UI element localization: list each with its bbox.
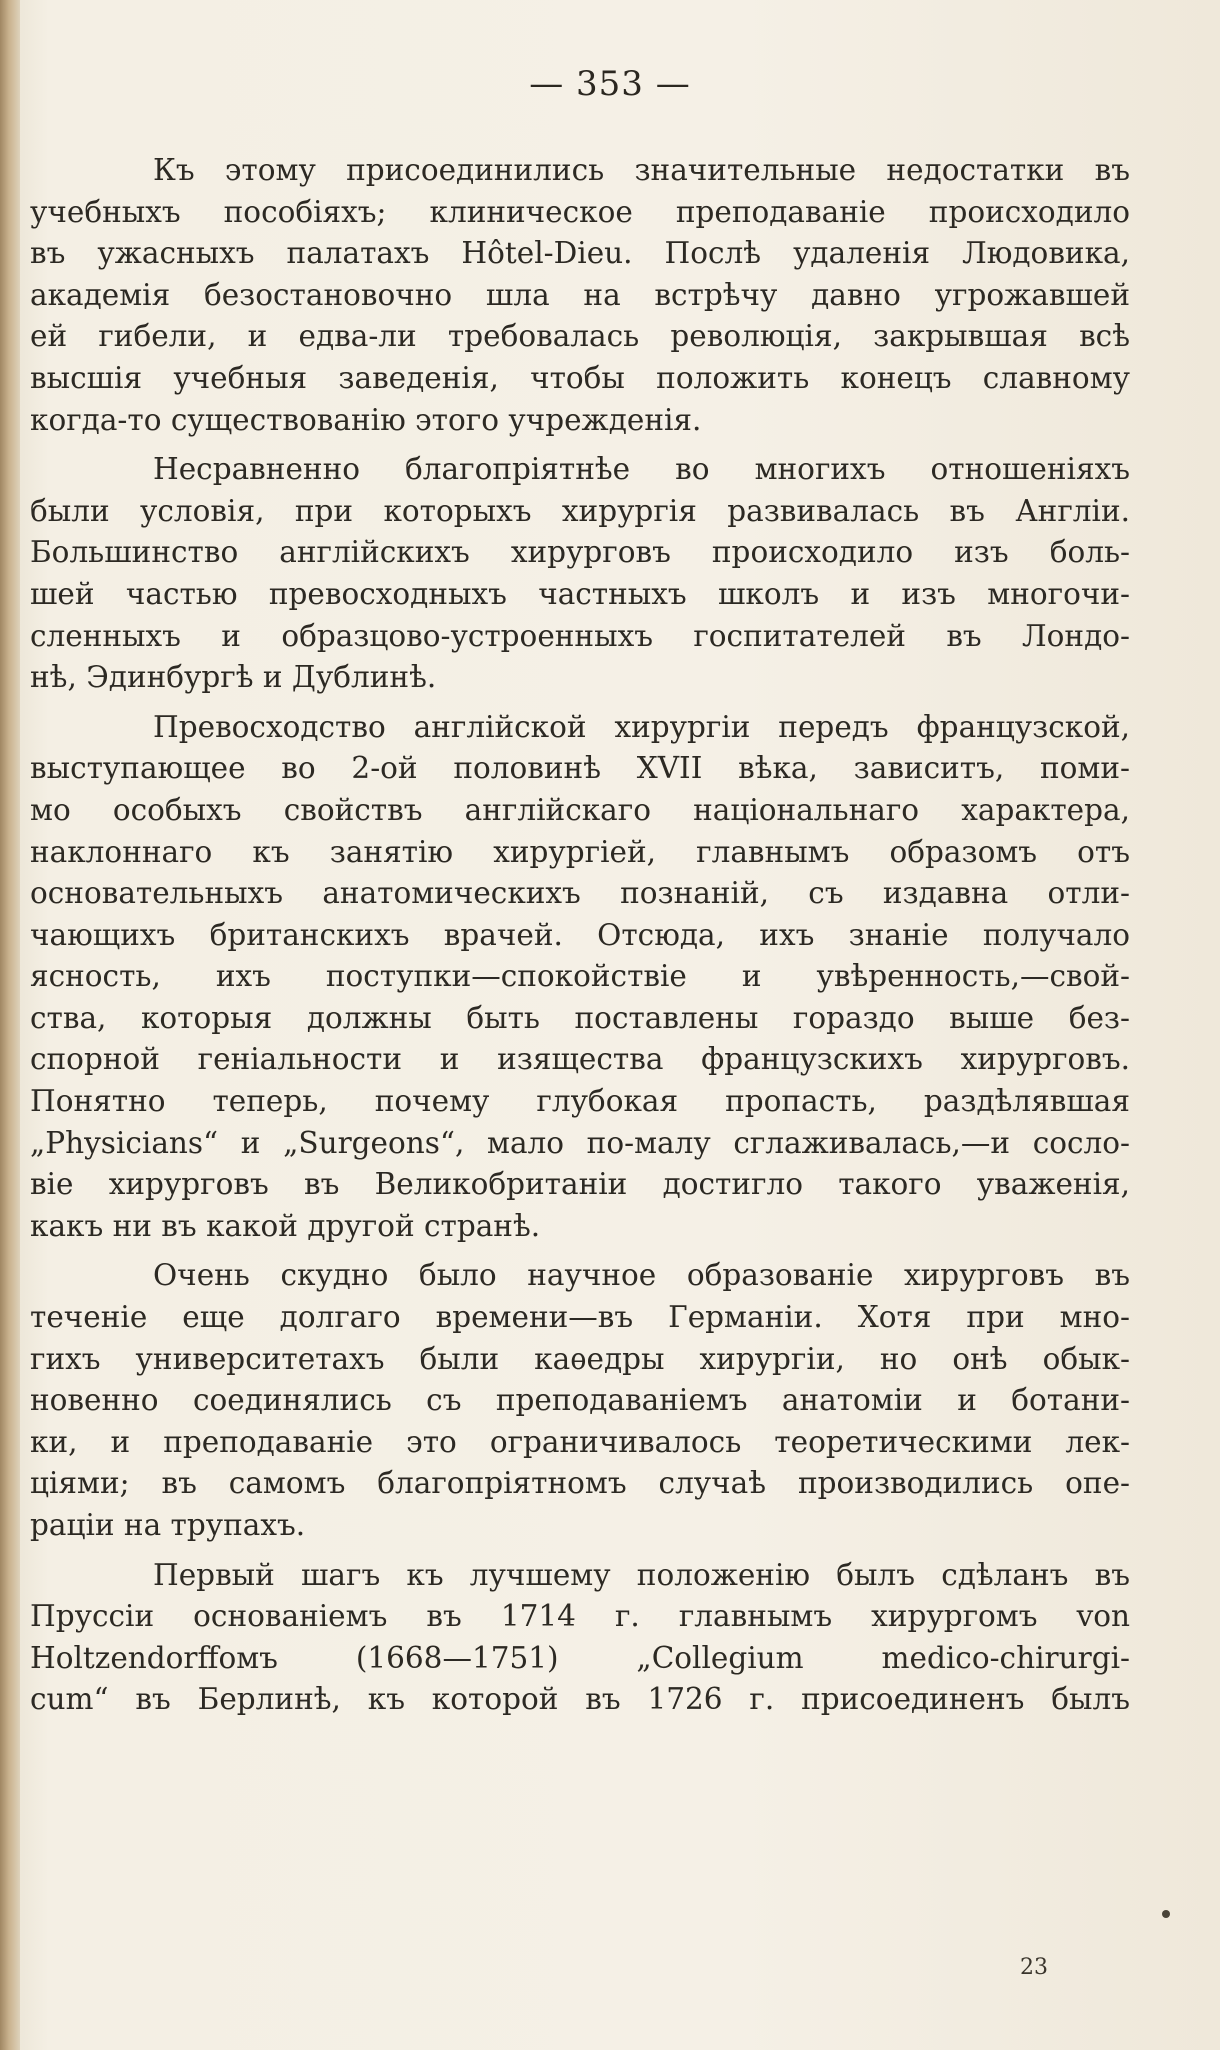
text-line: Holtzendorffомъ (1668—1751) „Collegium medico-chirurgi-	[30, 1640, 1130, 1675]
text-line: „Physicians“ и „Surgeons“, мало по-малу сглаживалась,—и сосло-	[30, 1125, 1130, 1160]
text-line: ей гибели, и едва-ли требовалась революція, закрывшая всѣ	[30, 319, 1130, 354]
ink-speck	[1162, 1910, 1170, 1918]
text-line: академія безостановочно шла на встрѣчу давно угрожавшей	[30, 277, 1130, 312]
text-line: Несравненно благопріятнѣе во многихъ отношеніяхъ	[153, 452, 1130, 487]
text-line: віе хирурговъ въ Великобританіи достигло такого уваженія,	[30, 1167, 1130, 1202]
text-line: чающихъ британскихъ врачей. Отсюда, ихъ знаніе получало	[30, 917, 1130, 952]
text-line: наклоннаго къ занятію хирургіей, главнымъ образомъ отъ	[30, 834, 1130, 869]
text-line: шей частью превосходныхъ частныхъ школъ и изъ многочи-	[30, 576, 1130, 611]
text-line: новенно соединялись съ преподаваніемъ анатоміи и ботани-	[30, 1383, 1130, 1418]
text-line: ціями; въ самомъ благопріятномъ случаѣ производились опе-	[30, 1466, 1130, 1501]
text-line: Очень скудно было научное образованіе хирурговъ въ	[153, 1258, 1130, 1293]
text-line: ства, которыя должны быть поставлены гораздо выше без-	[30, 1000, 1130, 1035]
text-line: раціи на трупахъ.	[30, 1508, 306, 1542]
text-line: какъ ни въ какой другой странѣ.	[30, 1208, 541, 1243]
text-line: Пруссіи основаніемъ въ 1714 г. главнымъ хирургомъ von	[30, 1599, 1130, 1634]
text-line: ясность, ихъ поступки—спокойствіе и увѣренность,—свой-	[30, 959, 1130, 994]
text-line: Понятно теперь, почему глубокая пропасть, раздѣлявшая	[30, 1084, 1130, 1119]
text-line: спорной геніальности и изящества французскихъ хирурговъ.	[30, 1042, 1130, 1077]
text-line: основательныхъ анатомическихъ познаній, съ издавна отли-	[30, 876, 1130, 911]
text-line: cum“ въ Берлинѣ, къ которой въ 1726 г. присоединенъ былъ	[30, 1682, 1130, 1717]
text-line: Первый шагъ къ лучшему положенію былъ сдѣланъ въ	[153, 1557, 1130, 1592]
text-line: ки, и преподаваніе это ограничивалось теоретическими лек-	[30, 1424, 1130, 1459]
text-line: Превосходство англійской хирургіи передъ французской,	[153, 709, 1130, 744]
text-line: въ ужасныхъ палатахъ Hôtel-Dieu. Послѣ удаленія Людовика,	[30, 236, 1130, 271]
text-line: теченіе еще долгаго времени—въ Германіи. Хотя при мно-	[30, 1300, 1130, 1335]
text-line: когда-то существованію этого учрежденія.	[30, 402, 702, 437]
text-line: учебныхъ пособіяхъ; клиническое преподаваніе происходило	[30, 194, 1130, 229]
signature-mark: 23	[1020, 1955, 1048, 1980]
text-line: сленныхъ и образцово-устроенныхъ госпитателей въ Лондо-	[30, 618, 1130, 653]
text-line: нѣ, Эдинбургѣ и Дублинѣ.	[30, 660, 437, 695]
page-number-top: — 353 —	[529, 64, 691, 104]
text-line: были условія, при которыхъ хирургія развивалась въ Англіи.	[30, 493, 1130, 528]
text-line: Большинство англійскихъ хирурговъ происходило изъ боль-	[30, 535, 1130, 570]
page-text	[30, 150, 1130, 1721]
text-line: гихъ университетахъ были каѳедры хирургіи, но онѣ обык-	[30, 1341, 1130, 1376]
text-line: Къ этому присоединились значительные недостатки въ	[153, 153, 1130, 187]
text-line: высшія учебныя заведенія, чтобы положить конецъ славному	[30, 360, 1130, 395]
text-line: выступающее во 2-ой половинѣ XVII вѣка, зависитъ, поми-	[30, 751, 1130, 786]
text-line: мо особыхъ свойствъ англійскаго національнаго характера,	[30, 792, 1130, 827]
binding-edge	[0, 0, 20, 2050]
